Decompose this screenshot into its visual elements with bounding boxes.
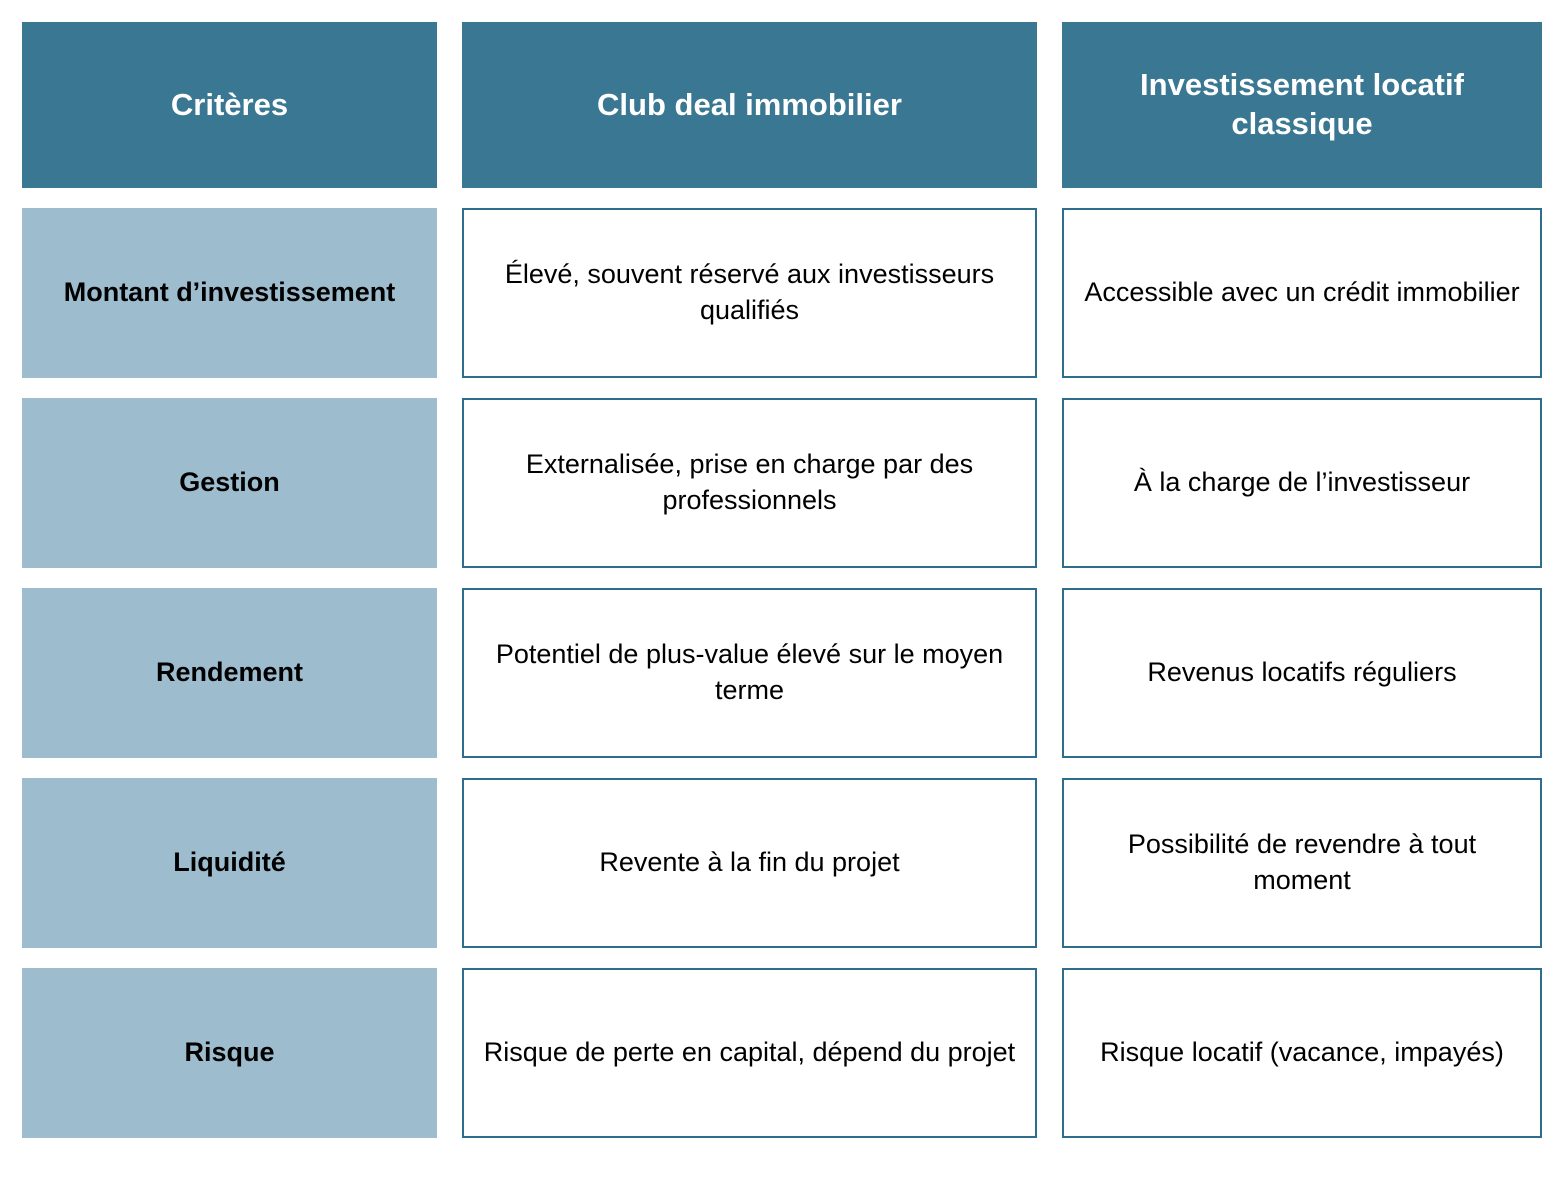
- table-cell-club-deal: Revente à la fin du projet: [462, 778, 1037, 948]
- table-row-criterion: Montant d’investissement: [22, 208, 437, 378]
- table-row-criterion: Liquidité: [22, 778, 437, 948]
- table-cell-club-deal: Risque de perte en capital, dépend du projet: [462, 968, 1037, 1138]
- table-cell-club-deal: Externalisée, prise en charge par des professionnels: [462, 398, 1037, 568]
- table-row-criterion: Rendement: [22, 588, 437, 758]
- table-cell-club-deal: Élevé, souvent réservé aux investisseurs qualifiés: [462, 208, 1037, 378]
- table-header-investissement-locatif: Investissement locatif classique: [1062, 22, 1542, 188]
- table-header-club-deal: Club deal immobilier: [462, 22, 1037, 188]
- table-row-criterion: Risque: [22, 968, 437, 1138]
- table-cell-locatif: Possibilité de revendre à tout moment: [1062, 778, 1542, 948]
- table-cell-locatif: Risque locatif (vacance, impayés): [1062, 968, 1542, 1138]
- table-cell-club-deal: Potentiel de plus-value élevé sur le moyen terme: [462, 588, 1037, 758]
- table-cell-locatif: À la charge de l’investisseur: [1062, 398, 1542, 568]
- table-grid: [22, 22, 1534, 1138]
- table-row-criterion: Gestion: [22, 398, 437, 568]
- table-cell-locatif: Accessible avec un crédit immobilier: [1062, 208, 1542, 378]
- table-header-criteres: Critères: [22, 22, 437, 188]
- table-cell-locatif: Revenus locatifs réguliers: [1062, 588, 1542, 758]
